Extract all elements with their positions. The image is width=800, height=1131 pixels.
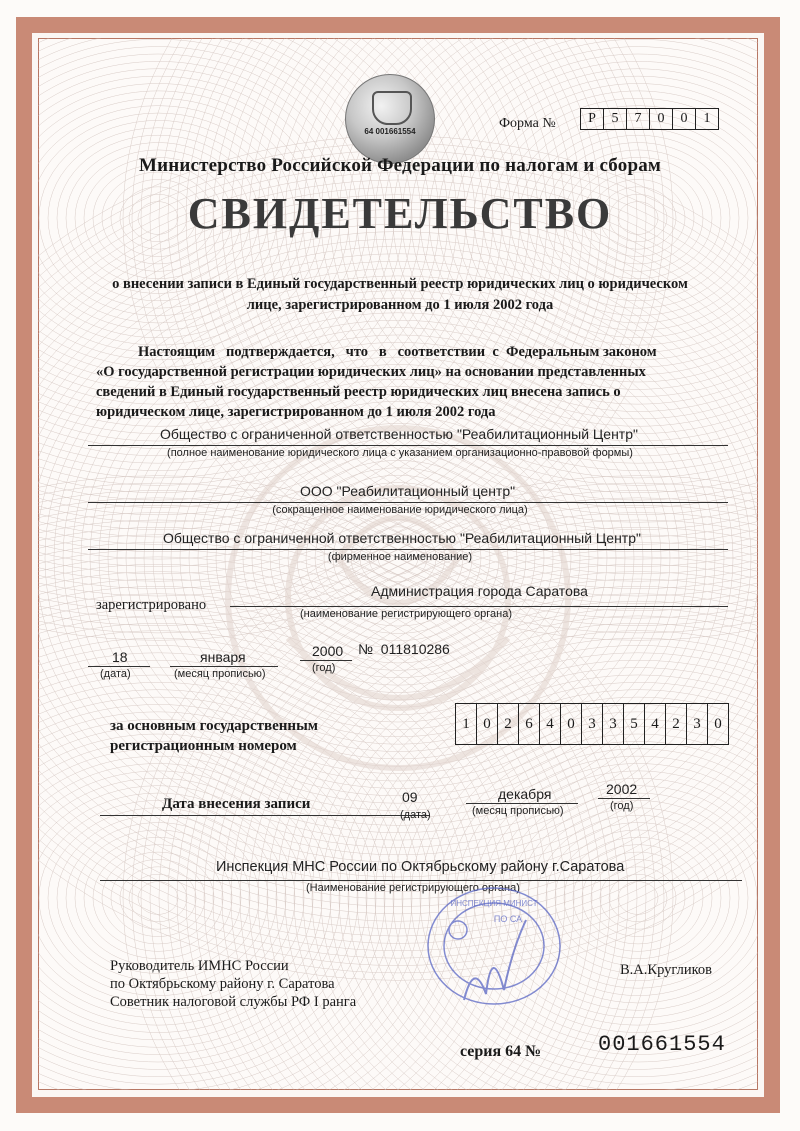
hologram-sticker <box>345 74 435 164</box>
firm-name-value: Общество с ограниченной ответственностью "Реабилитационный Центр" <box>163 530 641 546</box>
entry-year-hint: (год) <box>610 800 634 812</box>
inspection-value: Инспекция МНС России по Октябрьскому району г.Саратова <box>216 859 625 875</box>
short-name-hint: (сокращенное наименование юридического лица) <box>272 504 528 516</box>
ogrn-digit-box-2: 2 <box>498 704 519 744</box>
subtitle-line-1: о внесении записи в Единый государственный реестр юридических лиц о юридическом <box>112 276 688 292</box>
stamp-text-mid: ПО СА <box>493 914 523 924</box>
hologram-number: 64 001661554 <box>364 127 416 136</box>
form-label: Форма № <box>499 116 556 131</box>
reg-year-hint: (год) <box>312 662 336 674</box>
ogrn-digit-box-1: 0 <box>477 704 498 744</box>
form-code-box-4: 0 <box>673 109 696 129</box>
document-title: СВИДЕТЕЛЬСТВО <box>187 189 613 238</box>
ogrn-digit-box-8: 5 <box>624 704 645 744</box>
firm-name-line <box>88 549 728 550</box>
series-label: серия 64 № <box>460 1043 542 1060</box>
registrar-hint: (наименование регистрирующего органа) <box>300 608 513 620</box>
reg-year-value: 2000 <box>312 643 344 659</box>
reg-day-hint: (дата) <box>100 668 131 680</box>
reg-month-value: января <box>200 649 246 665</box>
ogrn-digit-box-10: 2 <box>666 704 687 744</box>
ogrn-digit-box-9: 4 <box>645 704 666 744</box>
body-line-4: юридическом лице, зарегистрированном до 1 июля 2002 года <box>96 404 496 420</box>
form-code-box-0: Р <box>581 109 604 129</box>
stamp-text-top: ИНСПЕКЦИЯ МИНИСТ <box>450 899 538 908</box>
entry-year-line <box>598 798 650 799</box>
reg-day-value: 18 <box>112 649 128 665</box>
registrar-value: Администрация города Саратова <box>371 583 588 599</box>
ogrn-label-line-2: регистрационным номером <box>110 738 297 754</box>
reg-number-value: № 011810286 <box>358 641 450 657</box>
form-code-box-2: 7 <box>627 109 650 129</box>
signatory-line-1: Руководитель ИМНС России <box>110 958 289 974</box>
subtitle-line-2: лице, зарегистрированном до 1 июля 2002 года <box>246 297 554 313</box>
entry-month-value: декабря <box>498 786 552 802</box>
ogrn-digit-box-3: 6 <box>519 704 540 744</box>
reg-month-line <box>170 666 278 667</box>
ogrn-digit-box-11: 3 <box>687 704 708 744</box>
entry-day-hint: (дата) <box>400 809 431 821</box>
entry-month-hint: (месяц прописью) <box>472 805 564 817</box>
full-name-line <box>88 445 728 446</box>
reg-day-line <box>88 666 150 667</box>
entry-year-value: 2002 <box>606 781 638 797</box>
signatory-line-3: Советник налоговой службы РФ I ранга <box>110 994 357 1010</box>
entry-day-value: 09 <box>402 789 418 805</box>
full-name-value: Общество с ограниченной ответственностью "Реабилитационный Центр" <box>160 426 638 442</box>
ogrn-digit-box-12: 0 <box>714 716 722 732</box>
ogrn-boxes <box>455 703 729 745</box>
reg-year-line <box>300 660 352 661</box>
signatory-name: В.А.Кругликов <box>620 962 712 978</box>
firm-name-hint: (фирменное наименование) <box>327 551 473 563</box>
short-name-line <box>88 502 728 503</box>
registrar-line <box>230 606 728 607</box>
ogrn-digit-box-5: 0 <box>561 704 582 744</box>
entry-date-label-line <box>100 815 430 816</box>
registered-label: зарегистрировано <box>96 597 207 613</box>
full-name-hint: (полное наименование юридического лица с указанием организационно-правовой формы) <box>167 447 633 459</box>
body-line-3: сведений в Единый государственный реестр юридических лиц внесена запись о <box>96 384 621 400</box>
body-line-2: «О государственной регистрации юридических лиц» на основании представленных <box>96 364 646 380</box>
form-code-box-5: 1 <box>703 111 711 126</box>
signatory-line-2: по Октябрьскому району г. Саратова <box>110 976 335 992</box>
form-code-box-1: 5 <box>604 109 627 129</box>
short-name-value: ООО "Реабилитационный центр" <box>300 483 516 499</box>
inspection-hint: (Наименование регистрирующего органа) <box>306 882 520 894</box>
ogrn-label-line-1: за основным государственным <box>110 718 319 734</box>
reg-month-hint: (месяц прописью) <box>174 668 266 680</box>
series-number: 001661554 <box>598 1032 726 1057</box>
inspection-line <box>100 880 742 881</box>
official-stamp <box>424 884 564 1010</box>
entry-date-label: Дата внесения записи <box>162 796 311 812</box>
body-line-1: Настоящим подтверждается, что в соответствии с Федеральным законом <box>138 344 657 360</box>
ogrn-digit-box-6: 3 <box>582 704 603 744</box>
form-code-boxes <box>580 108 719 130</box>
ogrn-digit-box-4: 4 <box>540 704 561 744</box>
form-code-box-3: 0 <box>650 109 673 129</box>
entry-month-line <box>466 803 578 804</box>
ministry-title: Министерство Российской Федерации по налогам и сборам <box>138 155 662 176</box>
hologram-emblem <box>372 91 412 125</box>
ogrn-digit-box-0: 1 <box>456 704 477 744</box>
ogrn-digit-box-7: 3 <box>603 704 624 744</box>
